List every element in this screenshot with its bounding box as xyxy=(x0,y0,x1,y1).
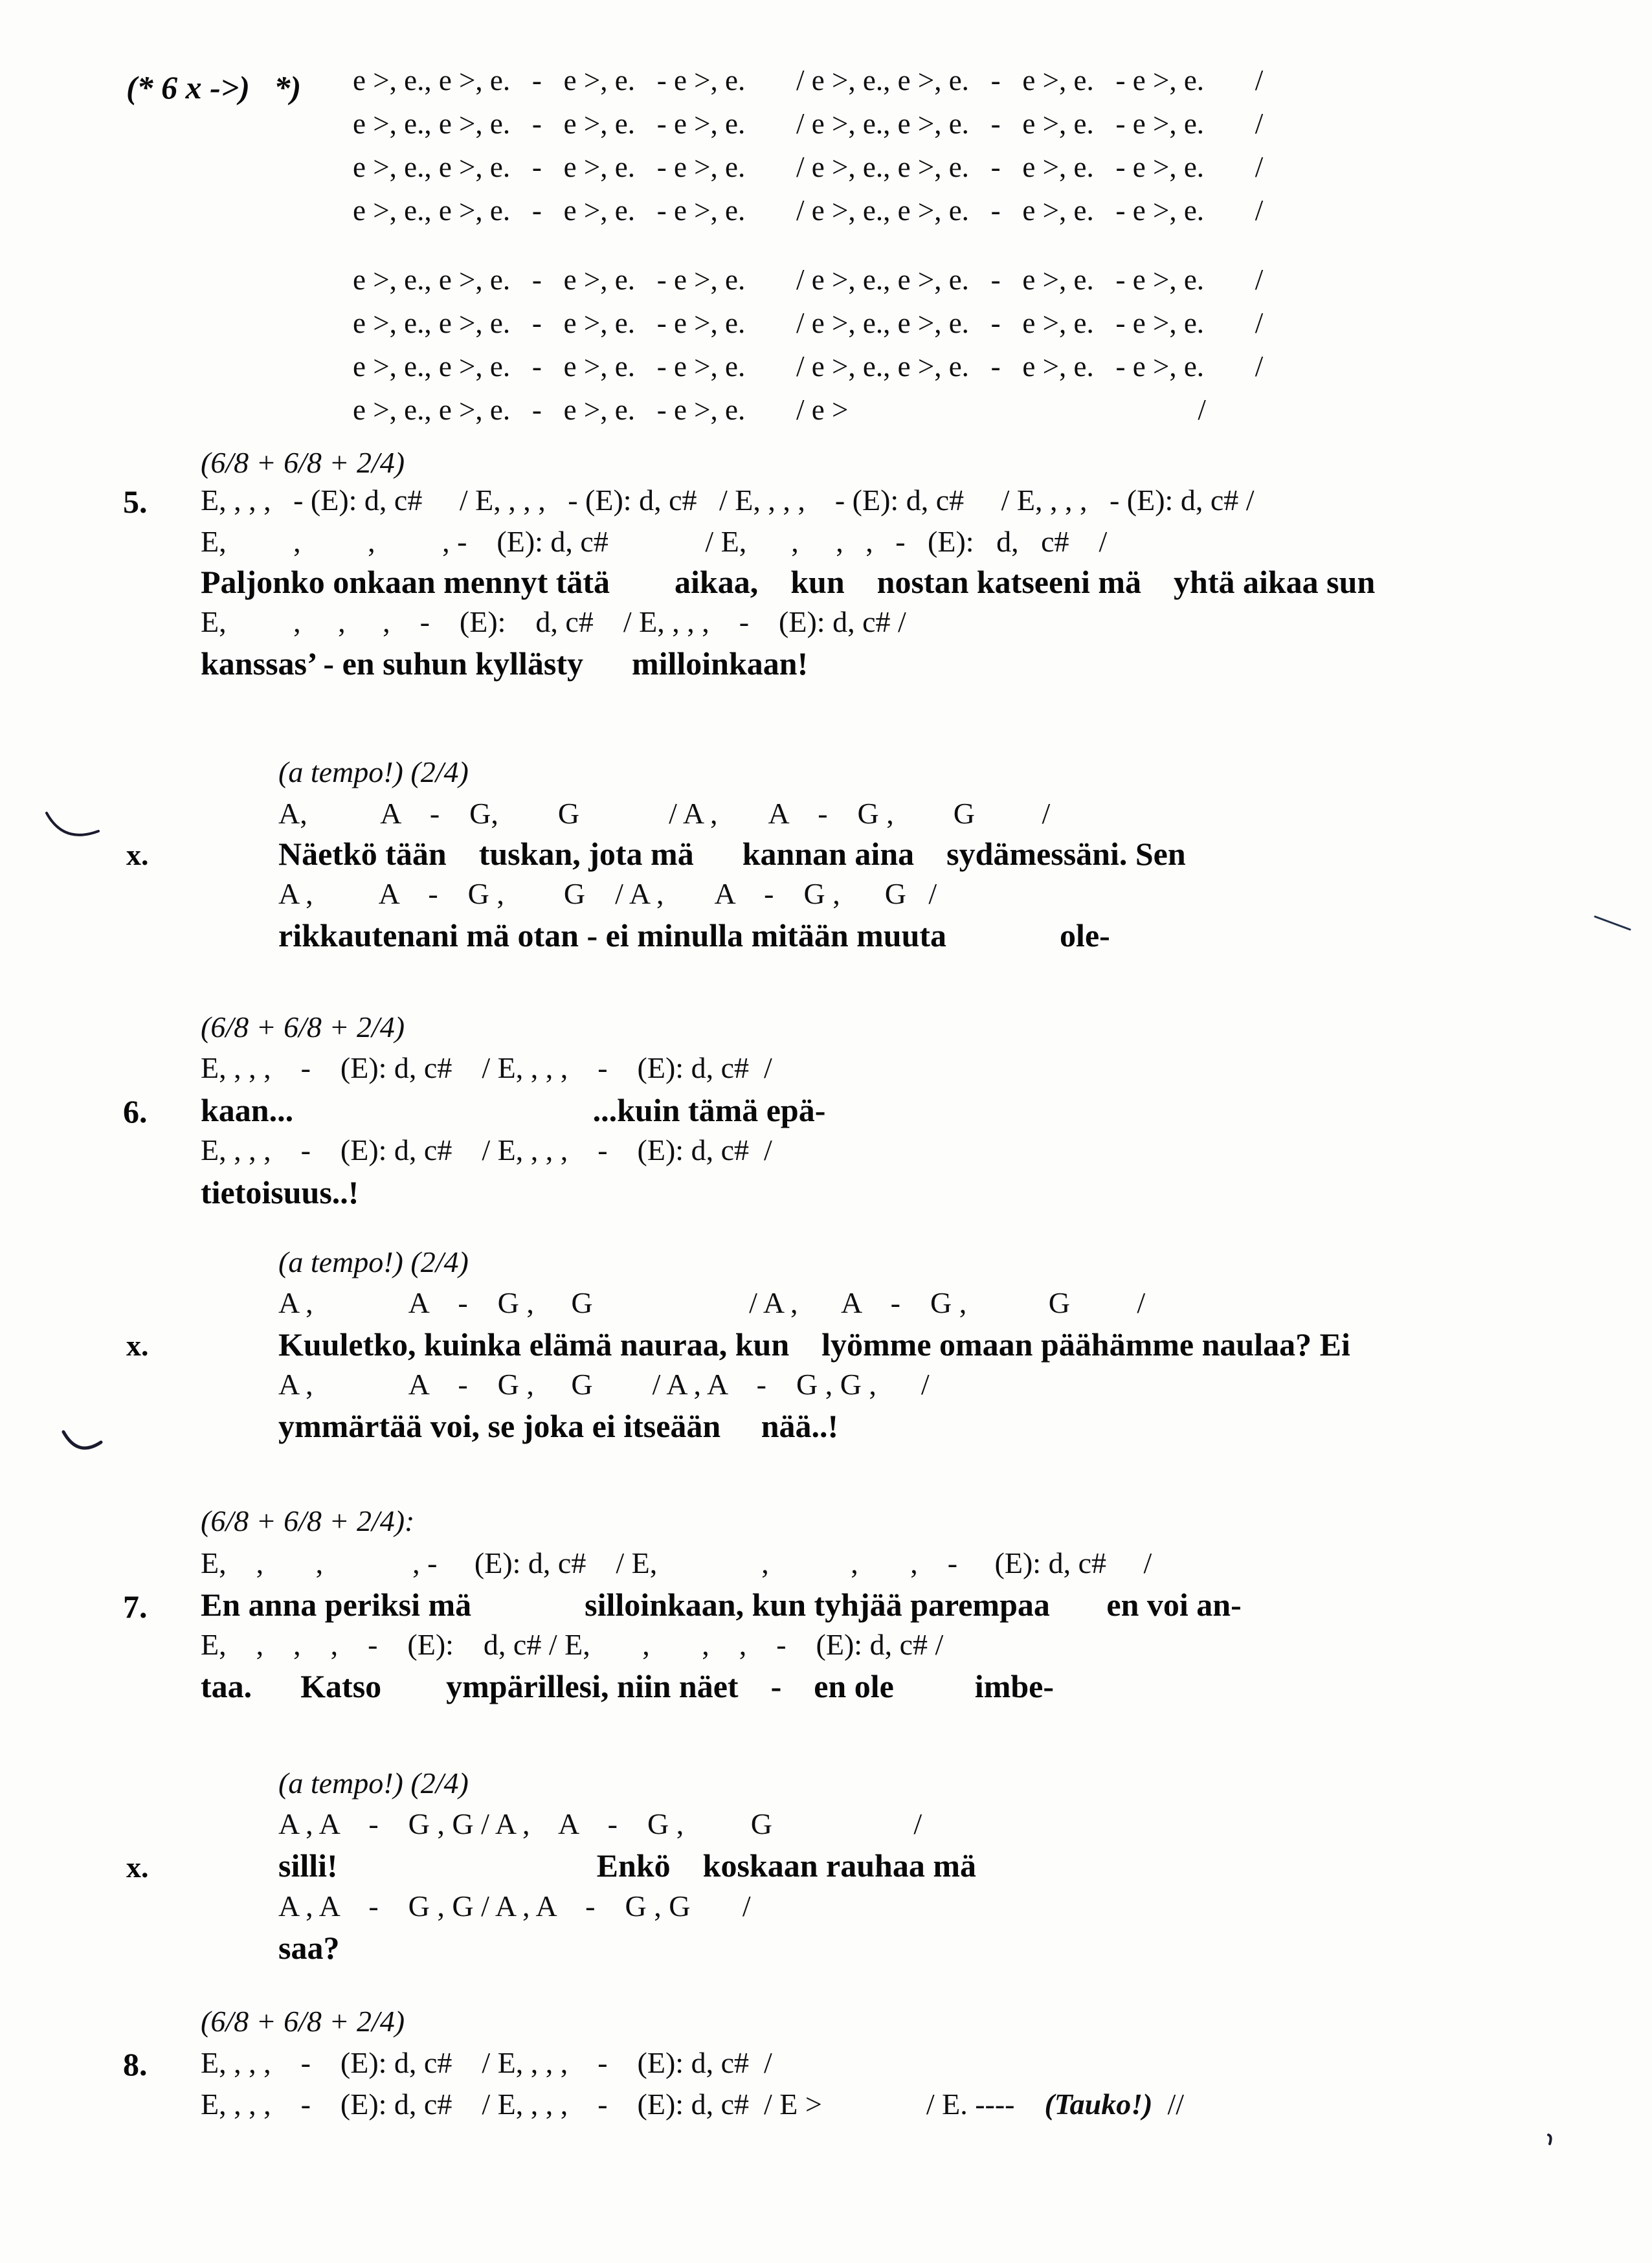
refrain-2-chord-line-1: A , A - G , G / A , A - G , G / xyxy=(278,1286,1146,1319)
refrain-1-chord-line-1: A, A - G, G / A , A - G , G / xyxy=(278,797,1051,830)
verse-7-meter: (6/8 + 6/8 + 2/4): xyxy=(201,1504,415,1537)
refrain-2-lyric-line-1: Kuuletko, kuinka elämä nauraa, kun lyömme omaan päähämme naulaa? Ei xyxy=(278,1326,1350,1363)
verse-7-lyric-line-2: taa. Katso ympärillesi, niin näet - en ole imbe- xyxy=(201,1668,1054,1704)
verse-7-chord-line-1: E, , , , - (E): d, c# / E, , , , - (E): d, c# / xyxy=(201,1546,1152,1579)
riff-pattern-line: e >, e., e >, e. - e >, e. - e >, e. / e >, e., e >, e. - e >, e. - e >, e. / xyxy=(353,151,1264,183)
verse-5-number: 5. xyxy=(123,484,148,520)
verse-5-lyric-line-1: Paljonko onkaan mennyt tätä aikaa, kun nostan katseeni mä yhtä aikaa sun xyxy=(201,564,1376,600)
verse-8-number: 8. xyxy=(123,2046,148,2082)
verse-8-chord-line-1: E, , , , - (E): d, c# / E, , , , - (E): d, c# / xyxy=(201,2046,772,2079)
verse-6-number: 6. xyxy=(123,1093,148,1130)
verse-6-chord-line-1: E, , , , - (E): d, c# / E, , , , - (E): d, c# / xyxy=(201,1051,772,1084)
repeat-instruction-header: (* 6 x ->) *) xyxy=(126,69,302,106)
verse-6-lyric-line-2: tietoisuus..! xyxy=(201,1174,359,1210)
tauko-pause-annotation: (Tauko!) xyxy=(1044,2088,1153,2121)
refrain-3-tempo: (a tempo!) (2/4) xyxy=(278,1767,469,1800)
verse-8-final-chord: / E. ---- xyxy=(821,2088,1045,2121)
riff-pattern-line: e >, e., e >, e. - e >, e. - e >, e. / e >, e., e >, e. - e >, e. - e >, e. / xyxy=(353,107,1264,140)
double-bar-end: // xyxy=(1152,2088,1185,2121)
verse-5-meter: (6/8 + 6/8 + 2/4) xyxy=(201,446,405,479)
verse-7-lyric-line-1: En anna periksi mä silloinkaan, kun tyhjää parempaa en voi an- xyxy=(201,1587,1242,1623)
refrain-1-chord-line-2: A , A - G , G / A , A - G , G / xyxy=(278,877,937,910)
verse-8-chord-line-2-notes: E, , , , - (E): d, c# / E, , , , - (E): d, c# / E > xyxy=(201,2088,822,2121)
verse-5-chord-line-3: E, , , , - (E): d, c# / E, , , , - (E): d, c# / xyxy=(201,605,906,638)
verse-7-number: 7. xyxy=(123,1589,148,1625)
handwritten-curve-mark-1 xyxy=(47,813,98,835)
verse-5-lyric-line-2: kanssas’ - en suhun kyllästy milloinkaan! xyxy=(201,645,809,682)
refrain-3-lyric-line-1: silli! Enkö koskaan rauhaa mä xyxy=(278,1847,976,1884)
refrain-2-tempo: (a tempo!) (2/4) xyxy=(278,1245,469,1278)
ink-speck xyxy=(1548,2135,1551,2144)
handwritten-curve-mark-2 xyxy=(63,1432,101,1448)
riff-pattern-line-short: e >, e., e >, e. - e >, e. - e >, e. / e > / xyxy=(353,394,1206,426)
refrain-2-x-marker: x. xyxy=(126,1329,149,1362)
refrain-1-tempo: (a tempo!) (2/4) xyxy=(278,755,469,788)
refrain-2-lyric-line-2: ymmärtää voi, se joka ei itseään nää..! xyxy=(278,1408,839,1444)
refrain-1-lyric-line-1: Näetkö tään tuskan, jota mä kannan aina sydämessäni. Sen xyxy=(278,836,1186,872)
verse-6-chord-line-2: E, , , , - (E): d, c# / E, , , , - (E): d, c# / xyxy=(201,1133,772,1166)
refrain-2-chord-line-2: A , A - G , G / A , A - G , G , / xyxy=(278,1368,930,1401)
pen-dash-mark xyxy=(1595,917,1630,930)
verse-6-lyric-line-1: kaan... ...kuin tämä epä- xyxy=(201,1092,826,1128)
verse-7-chord-line-2: E, , , , - (E): d, c# / E, , , , - (E): d, c# / xyxy=(201,1628,944,1661)
riff-pattern-line: e >, e., e >, e. - e >, e. - e >, e. / e >, e., e >, e. - e >, e. - e >, e. / xyxy=(353,350,1264,383)
verse-5-chord-line-2: E, , , , - (E): d, c# / E, , , , - (E): d, c# / xyxy=(201,525,1108,558)
verse-8-meter: (6/8 + 6/8 + 2/4) xyxy=(201,2005,405,2038)
refrain-1-lyric-line-2: rikkautenani mä otan - ei minulla mitään muuta ole- xyxy=(278,917,1110,953)
verse-5-chord-line-1: E, , , , - (E): d, c# / E, , , , - (E): d, c# / E, , , , - (E): d, c# / E, , , , - (E): d, c# / xyxy=(201,484,1255,517)
riff-pattern-line: e >, e., e >, e. - e >, e. - e >, e. / e >, e., e >, e. - e >, e. - e >, e. / xyxy=(353,307,1264,339)
riff-pattern-line: e >, e., e >, e. - e >, e. - e >, e. / e >, e., e >, e. - e >, e. - e >, e. / xyxy=(353,194,1264,227)
refrain-3-lyric-line-2: saa? xyxy=(278,1930,340,1966)
refrain-1-x-marker: x. xyxy=(126,838,149,871)
verse-6-meter: (6/8 + 6/8 + 2/4) xyxy=(201,1010,405,1043)
refrain-3-chord-line-1: A , A - G , G / A , A - G , G / xyxy=(278,1807,922,1840)
riff-pattern-line: e >, e., e >, e. - e >, e. - e >, e. / e >, e., e >, e. - e >, e. - e >, e. / xyxy=(353,64,1264,96)
refrain-3-chord-line-2: A , A - G , G / A , A - G , G / xyxy=(278,1890,751,1923)
verse-8-chord-line-2 xyxy=(201,2088,1184,2121)
riff-pattern-line: e >, e., e >, e. - e >, e. - e >, e. / e >, e., e >, e. - e >, e. - e >, e. / xyxy=(353,263,1264,296)
refrain-3-x-marker: x. xyxy=(126,1851,149,1884)
